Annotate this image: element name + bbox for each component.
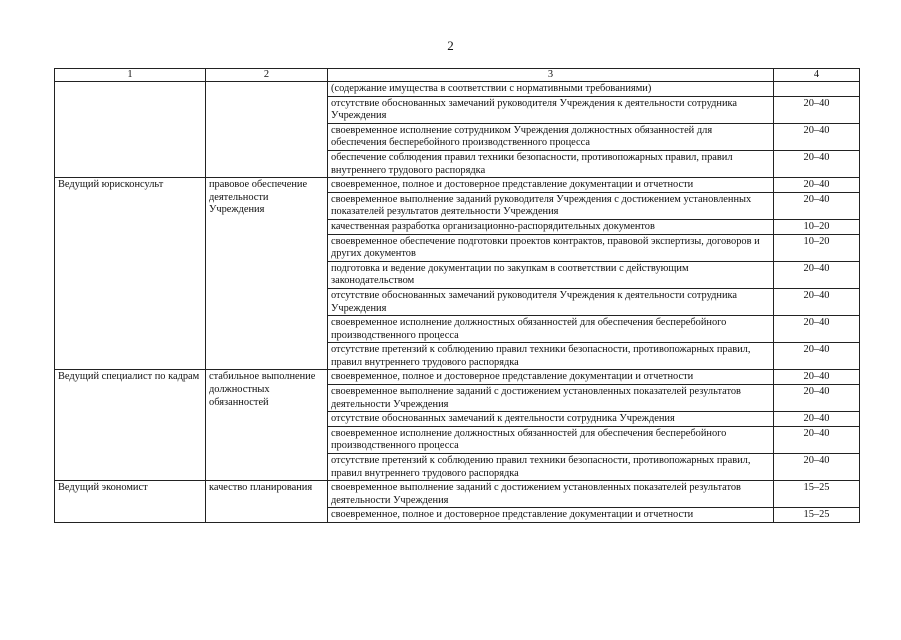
criteria-table [54,68,860,523]
indicator-cell: качество планирования [206,481,328,523]
indicator-cell: стабильное выполнение должностных обязанностей [206,370,328,481]
criterion-cell: отсутствие претензий к соблюдению правил техники безопасности, противопожарных правил, правил внутреннего трудового распорядка [328,454,774,481]
points-cell: 20–40 [774,454,860,481]
column-header-4: 4 [774,69,860,82]
criterion-cell: своевременное, полное и достоверное представление документации и отчетности [328,178,774,193]
criterion-cell: обеспечение соблюдения правил техники безопасности, противопожарных правил, правил внутреннего трудового распорядка [328,150,774,177]
position-cell [55,82,206,178]
points-cell: 20–40 [774,123,860,150]
points-cell: 15–25 [774,481,860,508]
table-header [55,69,860,82]
position-cell: Ведущий экономист [55,481,206,523]
table-body [55,82,860,523]
criterion-cell: своевременное обеспечение подготовки проектов контрактов, правовой экспертизы, договоров и других документов [328,234,774,261]
indicator-cell [206,82,328,178]
column-header-2: 2 [206,69,328,82]
points-cell [774,82,860,97]
criterion-cell: своевременное выполнение заданий с достижением установленных показателей результатов деятельности Учреждения [328,385,774,412]
points-cell: 20–40 [774,178,860,193]
points-cell: 20–40 [774,370,860,385]
table-row [55,82,860,97]
points-cell: 20–40 [774,96,860,123]
table-row [55,481,860,508]
points-cell: 10–20 [774,219,860,234]
table-row [55,178,860,193]
column-header-3: 3 [328,69,774,82]
header-row [55,69,860,82]
indicator-cell: правовое обеспечение деятельности Учреждения [206,178,328,370]
criterion-cell: своевременное, полное и достоверное представление документации и отчетности [328,508,774,523]
position-cell: Ведущий юрисконсульт [55,178,206,370]
table-row [55,370,860,385]
points-cell: 20–40 [774,385,860,412]
criterion-cell: отсутствие претензий к соблюдению правил техники безопасности, противопожарных правил, правил внутреннего трудового распорядка [328,343,774,370]
criterion-cell: отсутствие обоснованных замечаний к деятельности сотрудника Учреждения [328,412,774,427]
criterion-cell: отсутствие обоснованных замечаний руководителя Учреждения к деятельности сотрудника Учреждения [328,288,774,315]
criterion-cell: подготовка и ведение документации по закупкам в соответствии с действующим законодательством [328,261,774,288]
criterion-cell: качественная разработка организационно-распорядительных документов [328,219,774,234]
criterion-cell: своевременное, полное и достоверное представление документации и отчетности [328,370,774,385]
points-cell: 20–40 [774,343,860,370]
points-cell: 20–40 [774,412,860,427]
points-cell: 20–40 [774,288,860,315]
points-cell: 15–25 [774,508,860,523]
criterion-cell: своевременное выполнение заданий с достижением установленных показателей результатов деятельности Учреждения [328,481,774,508]
criterion-cell: своевременное выполнение заданий руководителя Учреждения с достижением установленных показателей результатов деятельности Учреждения [328,192,774,219]
criterion-cell: своевременное исполнение сотрудником Учреждения должностных обязанностей для обеспечения бесперебойного производственного процесса [328,123,774,150]
criterion-cell: отсутствие обоснованных замечаний руководителя Учреждения к деятельности сотрудника Учреждения [328,96,774,123]
points-cell: 20–40 [774,150,860,177]
criterion-cell: своевременное исполнение должностных обязанностей для обеспечения бесперебойного производственного процесса [328,316,774,343]
column-header-1: 1 [55,69,206,82]
points-cell: 20–40 [774,426,860,453]
points-cell: 10–20 [774,234,860,261]
criterion-cell: (содержание имущества в соответствии с нормативными требованиями) [328,82,774,97]
points-cell: 20–40 [774,261,860,288]
page-number: 2 [447,38,454,53]
points-cell: 20–40 [774,316,860,343]
points-cell: 20–40 [774,192,860,219]
criterion-cell: своевременное исполнение должностных обязанностей для обеспечения бесперебойного производственного процесса [328,426,774,453]
position-cell: Ведущий специалист по кадрам [55,370,206,481]
